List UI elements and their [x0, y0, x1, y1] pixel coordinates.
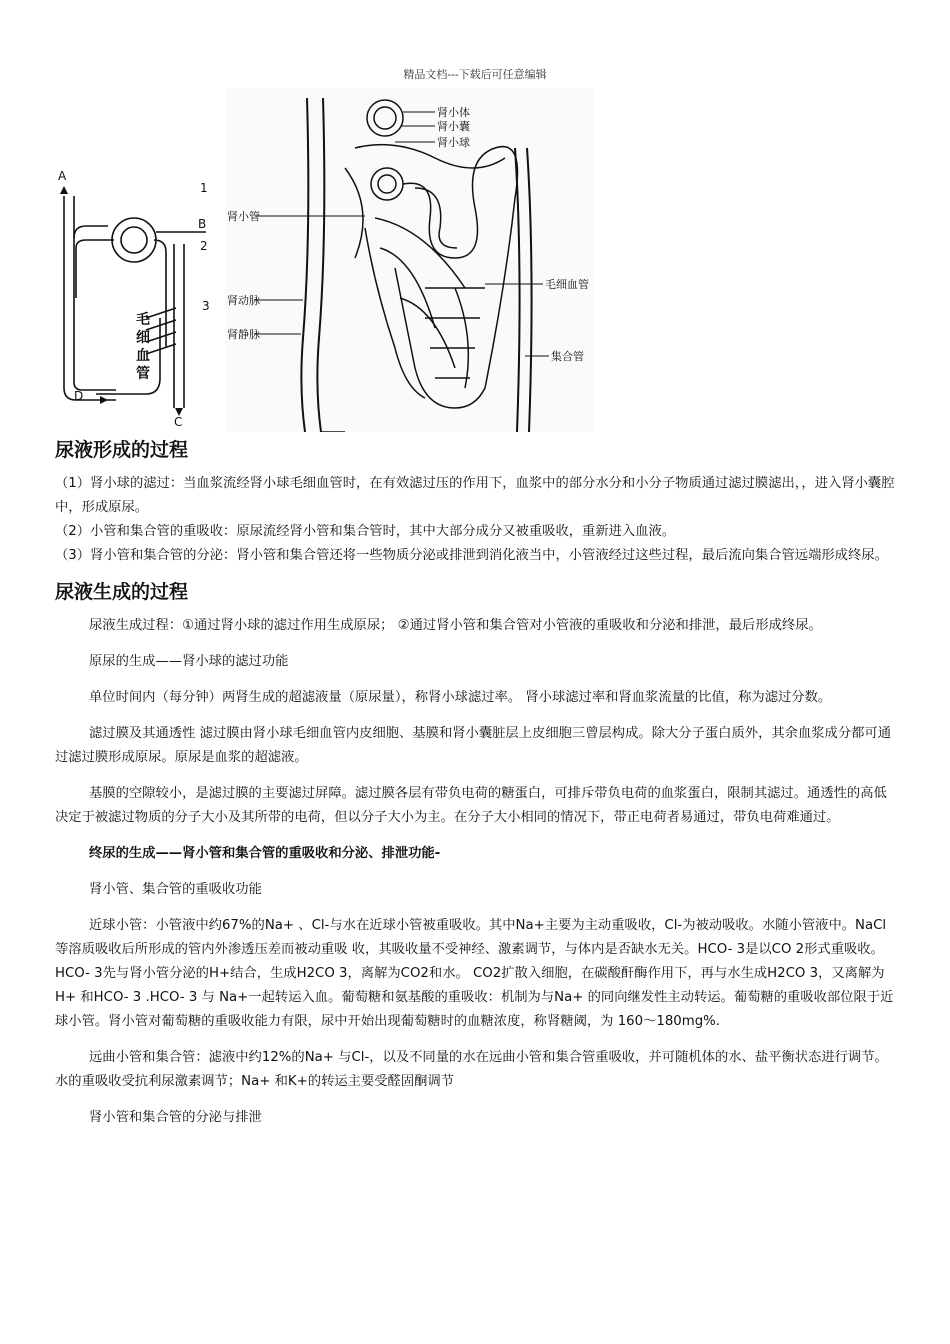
vessel-char-2: 细 — [136, 330, 150, 346]
vessel-char-4: 管 — [136, 366, 150, 382]
nephron-anatomy-figure — [225, 88, 595, 432]
label-1: 1 — [200, 181, 208, 195]
formation-list — [55, 472, 895, 568]
paragraph-secretion: 肾小管和集合管的分泌与排泄 — [89, 1110, 262, 1125]
formation-item-1: （1）肾小球的滤过：当血浆流经肾小球毛细血管时，在有效滤过压的作用下，血浆中的部分水分和小分子物质通过滤过膜滤出，，进入肾小囊腔中，形成原尿。 — [55, 476, 895, 515]
paragraph-final-urine: 终尿的生成——肾小管和集合管的重吸收和分泌、排泄功能- — [89, 846, 441, 861]
paragraph-filtration-rate: 单位时间内（每分钟）两肾生成的超滤液量（原尿量），称肾小球滤过率。 肾小球滤过率和肾血浆流量的比值，称为滤过分数。 — [89, 690, 832, 705]
label-2: 2 — [200, 239, 208, 253]
label-a: A — [58, 169, 67, 183]
label-glomerulus: 肾小球 — [437, 136, 470, 149]
label-b: B — [198, 217, 207, 231]
formation-item-3: （3）肾小管和集合管的分泌：肾小管和集合管还将一些物质分泌或排泄到消化液当中，小管液经过这些过程，最后流向集合管远端形成终尿。 — [55, 548, 888, 563]
label-renal-corpuscle: 肾小体 — [437, 106, 470, 119]
paragraph-filtration-membrane: 滤过膜及其通透性 滤过膜由肾小球毛细血管内皮细胞、基膜和肾小囊脏层上皮细胞三曾层构成。除大分子蛋白质外，其余血浆成分都可通过滤过膜形成原尿。原尿是血浆的超滤液。 — [55, 726, 892, 765]
label-capsule: 肾小囊 — [437, 120, 470, 133]
paragraph-reabsorption: 肾小管、集合管的重吸收功能 — [89, 882, 262, 897]
nephron-schematic-figure — [56, 168, 226, 430]
paragraph-proximal-tubule: 近球小管：小管液中约67%的Na+ 、Cl-与水在近球小管被重吸收。其中Na+主要为主动重吸收，Cl-为被动吸收。水随小管液中。NaCl 等溶质吸收后所形成的管内外渗透压差而被动重吸 收，其吸收量不受神经、激素调节，与体内是否缺水无关。HCO- 3是以CO 2形式重吸收。HCO- 3先与肾小管分泌的H+结合，生成H2CO 3，离解为CO2和水。 CO2扩散入细胞，在碳酸酐酶作用下，再与水生成H2CO 3，又离解为H+ 和HCO- 3 .HCO- 3 与 Na+一起转运入血。葡萄糖和氨基酸的重吸收：机制为与Na+ 的同向继发性主动转运。葡萄糖的重吸收部位限于近球小管。肾小管对葡萄糖的重吸收能力有限，尿中开始出现葡萄糖时的血糖浓度，称肾糖阈，为 160～180mg%. — [55, 918, 894, 1029]
section-title-generation: 尿液生成的过程 — [55, 581, 189, 603]
label-c: C — [174, 415, 183, 429]
paragraph-basement-membrane: 基膜的空隙较小，是滤过膜的主要滤过屏障。滤过膜各层有带负电荷的糖蛋白，可排斥带负电荷的血浆蛋白，限制其滤过。通透性的高低决定于被滤过物质的分子大小及其所带的电荷，但以分子大小为主。在分子大小相同的情况下，带正电荷者易通过，带负电荷难通过。 — [55, 786, 887, 825]
formation-item-2: （2）小管和集合管的重吸收：原尿流经肾小管和集合管时，其中大部分成分又被重吸收，重新进入血液。 — [55, 524, 676, 539]
paragraph-primary-urine: 原尿的生成——肾小球的滤过功能 — [89, 654, 289, 669]
label-vein: 肾静脉 — [227, 328, 260, 341]
main-content — [55, 432, 895, 1130]
label-collecting-duct: 集合管 — [551, 350, 584, 363]
paragraph-process: 尿液生成过程：①通过肾小球的滤过作用生成原尿； ②通过肾小管和集合管对小管液的重吸收和分泌和排泄，最后形成终尿。 — [89, 618, 822, 633]
vessel-char-3: 血 — [136, 348, 150, 364]
label-3: 3 — [202, 299, 210, 313]
paragraph-distal-tubule: 远曲小管和集合管：滤液中约12%的Na+ 与Cl-，以及不同量的水在远曲小管和集合管重吸收，并可随机体的水、盐平衡状态进行调节。水的重吸收受抗利尿激素调节；Na+ 和K+的转运主要受醛固酮调节 — [55, 1050, 888, 1089]
label-capillary: 毛细血管 — [545, 278, 589, 291]
label-tubule: 肾小管 — [227, 210, 260, 223]
label-artery: 肾动脉 — [227, 294, 260, 307]
vessel-char-1: 毛 — [136, 312, 150, 328]
label-d: D — [74, 389, 84, 403]
page-header: 精品文档---下载后可任意编辑 — [403, 68, 547, 81]
section-title-formation: 尿液形成的过程 — [55, 439, 189, 461]
